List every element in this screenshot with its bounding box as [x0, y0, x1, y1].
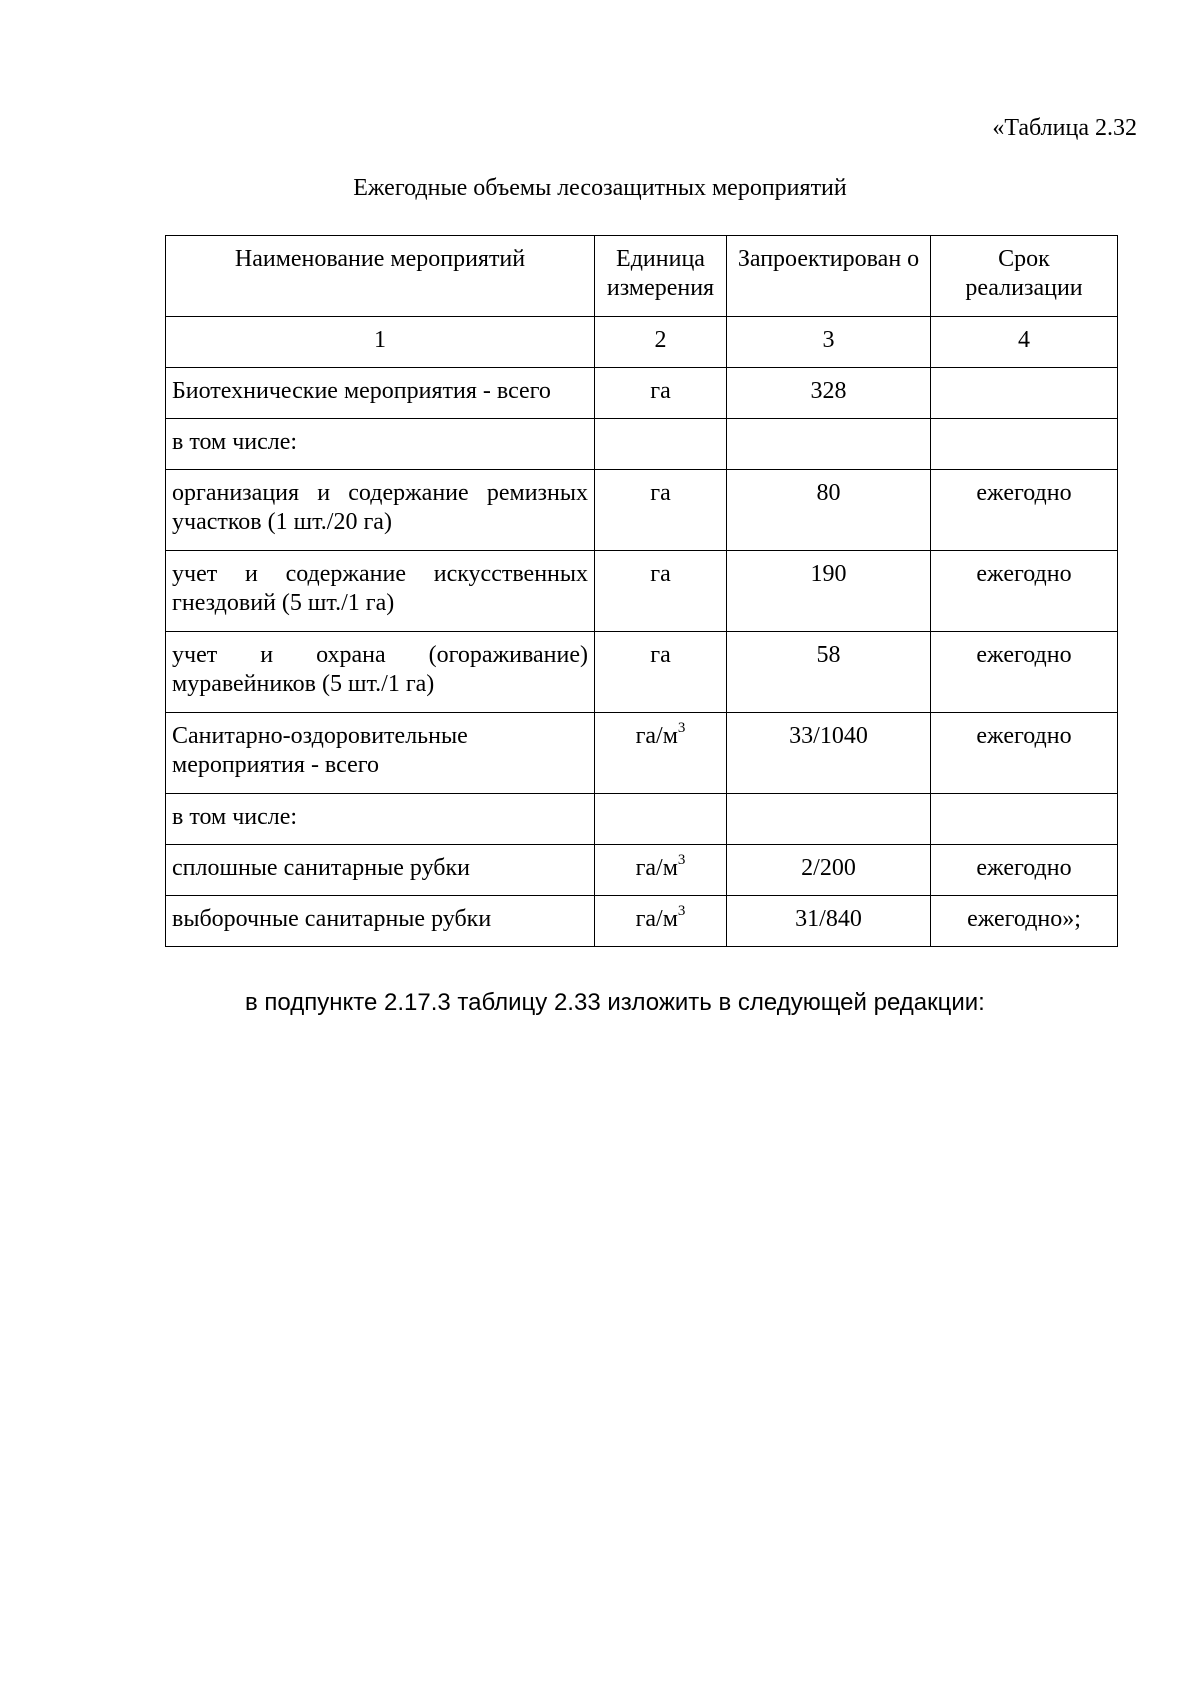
term-cell: [931, 845, 1118, 896]
measure-name-cell: [166, 713, 595, 794]
planned-amount-cell-text: 2/200: [801, 855, 856, 881]
measure-name-cell: [166, 368, 595, 419]
column-number-cell: 2: [595, 317, 727, 368]
measure-name-cell-text: Биотехнические мероприятия - всего: [172, 378, 551, 404]
table-row: [166, 794, 1118, 845]
amendment-text: в подпункте 2.17.3 таблицу 2.33 изложить в следующей редакции:: [245, 989, 985, 1016]
measure-name-cell-text: в том числе:: [172, 804, 298, 830]
measure-name-cell-text: сплошные санитарные рубки: [172, 855, 470, 881]
unit-cell-text: га: [650, 642, 671, 668]
unit-superscript: 3: [677, 720, 686, 736]
planned-amount-cell: [727, 794, 931, 845]
term-cell: [931, 896, 1118, 947]
header-cell: Наименование мероприятий: [166, 236, 595, 317]
planned-amount-cell: [727, 632, 931, 713]
unit-cell: [595, 368, 727, 419]
term-cell-text: ежегодно: [976, 855, 1072, 881]
unit-cell: [595, 896, 727, 947]
measure-name-cell: [166, 794, 595, 845]
planned-amount-cell-text: 328: [810, 378, 847, 404]
measures-table: [165, 235, 1118, 947]
measure-name-cell: [166, 632, 595, 713]
table-header-row: [166, 236, 1118, 317]
planned-amount-cell: [727, 896, 931, 947]
column-number-cell: 1: [166, 317, 595, 368]
planned-amount-cell: [727, 470, 931, 551]
header-cell: Срок реализации: [931, 236, 1118, 317]
unit-cell: [595, 845, 727, 896]
unit-cell: [595, 551, 727, 632]
page-title: Ежегодные объемы лесозащитных мероприятий: [353, 175, 847, 201]
term-cell-text: ежегодно: [976, 723, 1072, 749]
term-cell-text: ежегодно: [976, 480, 1072, 506]
term-cell: [931, 368, 1118, 419]
measure-name-cell: [166, 551, 595, 632]
unit-cell: [595, 419, 727, 470]
term-cell-text: ежегодно: [976, 642, 1072, 668]
unit-cell: [595, 632, 727, 713]
planned-amount-cell-text: 58: [816, 642, 841, 668]
term-cell: [931, 419, 1118, 470]
column-number-cell: 3: [727, 317, 931, 368]
measure-name-cell-text: выборочные санитарные рубки: [172, 906, 492, 932]
table-row: [166, 896, 1118, 947]
table-row: [166, 551, 1118, 632]
planned-amount-cell: [727, 368, 931, 419]
measure-name-cell-text: в том числе:: [172, 429, 298, 455]
planned-amount-cell-text: 31/840: [795, 906, 862, 932]
planned-amount-cell: [727, 551, 931, 632]
measure-name-cell: [166, 470, 595, 551]
unit-cell-text: га/м: [635, 906, 678, 932]
unit-cell-text: га: [650, 480, 671, 506]
table-row: [166, 368, 1118, 419]
planned-amount-cell-text: 190: [810, 561, 847, 587]
planned-amount-cell: [727, 419, 931, 470]
measure-name-cell-text: учет и содержание искусственных гнездовий (5 шт./1 га): [172, 561, 588, 616]
term-cell: [931, 632, 1118, 713]
table-row: [166, 632, 1118, 713]
table-body: [166, 368, 1118, 947]
measure-name-cell: [166, 896, 595, 947]
unit-cell-text: га/м: [635, 723, 678, 749]
term-cell-text: ежегодно»;: [967, 906, 1081, 932]
measure-name-cell: [166, 419, 595, 470]
term-cell: [931, 470, 1118, 551]
measure-name-cell-text: Санитарно-оздоровительные мероприятия - всего: [172, 723, 468, 778]
unit-cell-text: га: [650, 561, 671, 587]
table-row: [166, 713, 1118, 794]
unit-cell: [595, 713, 727, 794]
unit-cell: [595, 470, 727, 551]
measure-name-cell-text: организация и содержание ремизных участков (1 шт./20 га): [172, 480, 588, 535]
unit-cell: [595, 794, 727, 845]
unit-cell-text: га/м: [635, 855, 678, 881]
table-row: [166, 419, 1118, 470]
planned-amount-cell: [727, 713, 931, 794]
planned-amount-cell-text: 80: [816, 480, 841, 506]
column-number-cell: 4: [931, 317, 1118, 368]
measure-name-cell: [166, 845, 595, 896]
table-row: [166, 470, 1118, 551]
term-cell: [931, 794, 1118, 845]
unit-superscript: 3: [677, 903, 686, 919]
term-cell: [931, 551, 1118, 632]
planned-amount-cell-text: 33/1040: [789, 723, 868, 749]
header-cell: Запроектирован о: [727, 236, 931, 317]
term-cell: [931, 713, 1118, 794]
unit-cell-text: га: [650, 378, 671, 404]
term-cell-text: ежегодно: [976, 561, 1072, 587]
unit-superscript: 3: [677, 852, 686, 868]
planned-amount-cell: [727, 845, 931, 896]
measure-name-cell-text: учет и охрана (огораживание) муравейников (5 шт./1 га): [172, 642, 588, 697]
table-label: «Таблица 2.32: [992, 115, 1137, 141]
column-number-row: [166, 317, 1118, 368]
table-row: [166, 845, 1118, 896]
header-cell: Единица измерения: [595, 236, 727, 317]
